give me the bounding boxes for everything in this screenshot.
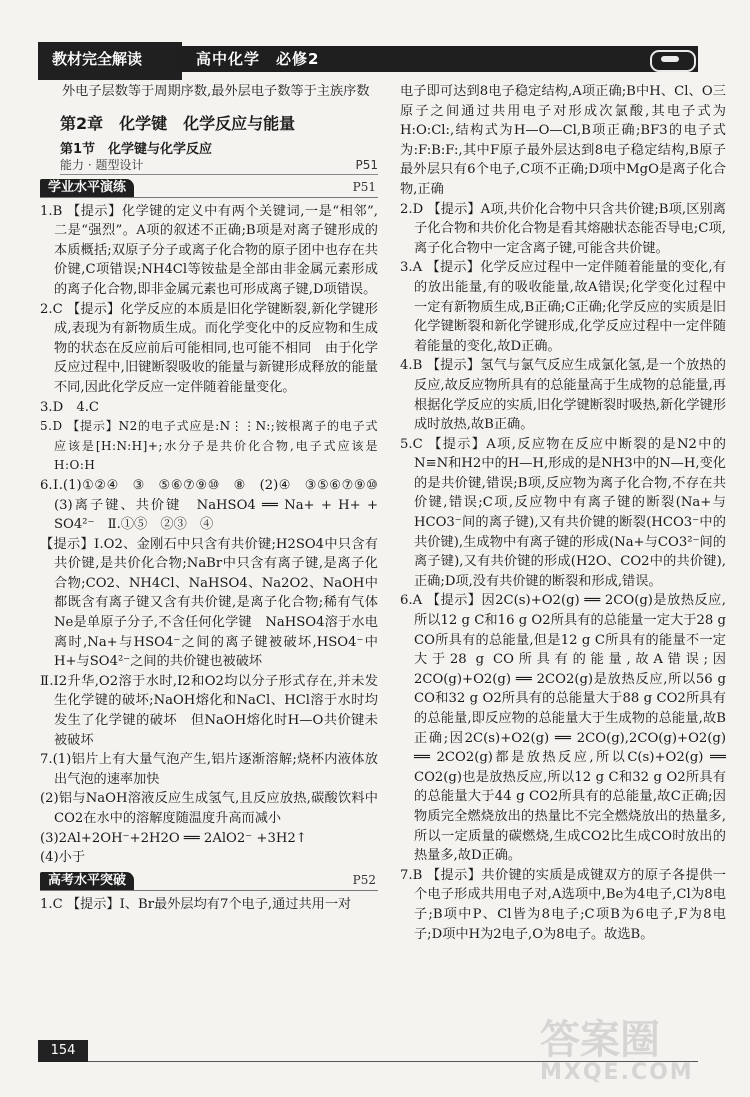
answer-item: 7.B 【提示】共价键的实质是成键双方的原子各提供一个电子形成共用电子对,A选项中,Be为4电子,Cl为8电子;B项中P、Cl皆为8电子;C项B为6电子,F为8电子;D项中H为2电子,O为8电子。故选B。 bbox=[400, 867, 726, 942]
answer-item: 电子即可达到8电子稳定结构,A项正确;B中H、Cl、O三原子之间通过共用电子对形成次氯酸,其电子式为H:O:Cl:,结构式为H—O—Cl,B项正确;BF3的电子式为:F:B:F:,其中F原子最外层达到8电子稳定结构,B原子最外层只有6个电子,C项不正确;D项中MgO是离子化合物,正确 bbox=[400, 84, 726, 197]
answer-item: 3.D 4.C bbox=[40, 399, 100, 415]
answer-item: (4)小于 bbox=[40, 850, 86, 866]
watermark-text: 答案圈 bbox=[540, 1017, 660, 1063]
answer-item: 1.B 【提示】化学键的定义中有两个关键词,一是“相邻”,二是“强烈”。A项的叙述不正确;B项是对离子键形成的本质概括;双原子分子或离子化合物的原子团中也存在共价键,C项错误;NH4Cl等铵盐是全部由非金属元素形成的离子化合物,即非金属元素也可形成离子键,D项错误。 bbox=[40, 203, 378, 297]
answer-item: 【提示】Ⅰ.O2、金刚石中只含有共价键;H2SO4中只含有共价键,是共价化合物;NaBr中只含有离子键,是离子化合物;CO2、NH4Cl、NaHSO4、Na2O2、NaOH中都既含有离子键又含有共价键,是离子化合物;稀有气体Ne是单原子分子,不含任何化学键 NaHSO4溶于水电离时,Na+与HSO4⁻之间的离子键被破坏,HSO4⁻中H+与SO4²⁻之间的共价键也被破坏 bbox=[40, 536, 378, 670]
intro-text: 外电子层数等于周期序数,最外层电子数等于主族序数 bbox=[62, 84, 370, 99]
answer-item: Ⅱ.I2升华,O2溶于水时,I2和O2均以分子形式存在,并未发生化学键的破坏;NaOH熔化和NaCl、HCl溶于水时均发生了化学键的破坏 但NaOH熔化时H—O共价键未被破坏 bbox=[40, 673, 378, 748]
watermark bbox=[540, 1017, 740, 1090]
watermark-url: MXQE.COM bbox=[540, 1060, 694, 1085]
subject-title: 高中化学 必修2 bbox=[196, 50, 320, 68]
publisher-logo-icon bbox=[650, 50, 696, 72]
answer-item: 4.B 【提示】氢气与氯气反应生成氯化氢,是一个放热的反应,故反应物所具有的总能量高于生成物的总能量,再根据化学反应的实质,旧化学键断裂时吸热,新化学键形成时放热,故B正确。 bbox=[400, 358, 726, 433]
answer-item: (3)2Al+2OH⁻+2H2O ══ 2AlO2⁻ +3H2↑ bbox=[40, 830, 307, 846]
right-column bbox=[400, 82, 726, 944]
section-title: 第1节 化学键与化学反应 bbox=[60, 141, 213, 157]
sub-page: P51 bbox=[355, 157, 378, 172]
chapter-title: 第2章 化学键 化学反应与能量 bbox=[60, 113, 296, 133]
book-title: 教材完全解读 bbox=[52, 50, 143, 68]
answer-item: 2.C 【提示】化学反应的本质是旧化学键断裂,新化学键形成,表现为有新物质生成。而化学变化中的反应物和生成物的状态在反应前后可能相同,也可能不相同 由于化学反应过程中,旧键断裂吸收的能量与新键形成释放的能量不同,因此化学反应一定伴随着能量变化。 bbox=[40, 301, 378, 395]
page-number: 154 bbox=[38, 1040, 88, 1062]
bar-page: P51 bbox=[352, 179, 376, 194]
page-content bbox=[0, 82, 750, 1032]
sub-header bbox=[60, 158, 378, 175]
answer-item: 5.D 【提示】N2的电子式应是:N⋮⋮N:;铵根离子的电子式应该是[H:N:H]+;水分子是共价化合物,电子式应该是H:O:H bbox=[40, 419, 378, 473]
bar-label: 学业水平演练 bbox=[40, 179, 134, 197]
answer-item: 6.A 【提示】因2C(s)+O2(g) ══ 2CO(g)是放热反应,所以12 g C和16 g O2所具有的总能量一定大于28 g CO所具有的总能量,但是12 g C所具有的能量不一定大于28 g CO所具有的能量,故A错误;因2CO(g)+O2(g) ══ 2CO2(g)是放热反应,所以56 g CO和32 g O2所具有的总能量大于88 g CO2所具有的总能量,即反应物的总能量大于生成物的总能量,故B正确;因2C(s)+O2(g) ══ 2CO(g),2CO(g)+O2(g) ══ 2CO2(g)都是放热反应,所以C(s)+O2(g) ══ CO2(g)也是放热反应,所以12 g C和32 g O2所具有的总能量大于44 g CO2所具有的总能量,故C正确;因物质完全燃烧放出的热量比不完全燃烧放出的热量多,所以一定质量的碳燃烧,生成CO2比生成CO时放出的热量多,故D正确。 bbox=[400, 593, 726, 864]
bar-label: 高考水平突破 bbox=[40, 872, 134, 890]
answer-item: 6.Ⅰ.(1)①②④ ③ ⑤⑥⑦⑨⑩ ⑧ (2)④ ③⑤⑥⑦⑨⑩ (3)离子键、共价键 NaHSO4 ══ Na+ + H+ + SO4²⁻ Ⅱ.①⑤ ②③ ④ bbox=[40, 477, 392, 533]
bar-page: P52 bbox=[352, 872, 376, 887]
answer-item: 2.D 【提示】A项,共价化合物中只含共价键;B项,区别离子化合物和共价化合物是看其熔融状态能否导电;C项,离子化合物中一定含离子键,可能含共价键。 bbox=[400, 201, 726, 256]
section-bar-exam bbox=[40, 872, 378, 891]
sub-label: 能力 · 题型设计 bbox=[60, 157, 144, 172]
answer-item: 1.C 【提示】I、Br最外层均有7个电子,通过共用一对 bbox=[40, 896, 352, 912]
section-bar-practice bbox=[40, 179, 378, 198]
answer-item: (2)铝与NaOH溶液反应生成氢气,且反应放热,碳酸饮料中CO2在水中的溶解度随温度升高而减小 bbox=[40, 791, 378, 826]
left-column bbox=[40, 82, 392, 914]
answer-item: 3.A 【提示】化学反应过程中一定伴随着能量的变化,有的放出能量,有的吸收能量,故A错误;化学变化过程中一定有新物质生成,B正确;C正确;化学反应的实质是旧化学键断裂和新化学键形成,化学反应过程中一定伴随着能量的变化,故D正确。 bbox=[400, 260, 726, 354]
answer-item: 7.(1)铝片上有大量气泡产生,铝片逐渐溶解;烧杯内液体放出气泡的速率加快 bbox=[40, 752, 378, 787]
answer-item: 5.C 【提示】A项,反应物在反应中断裂的是N2中的N≡N和H2中的H—H,形成的是NH3中的N—H,变化的是共价键,错误;B项,反应物为离子化合物,不存在共价键,错误;C项,反应物中有离子键的断裂(Na+与HCO3⁻间的离子键),又有共价键的断裂(HCO3⁻中的共价键),生成物中有离子键的形成(Na+与CO3²⁻间的离子键),又有共价键的形成(H2O、CO2中的共价键),正确;D项,没有共价键的断裂和形成,错误。 bbox=[400, 436, 726, 589]
